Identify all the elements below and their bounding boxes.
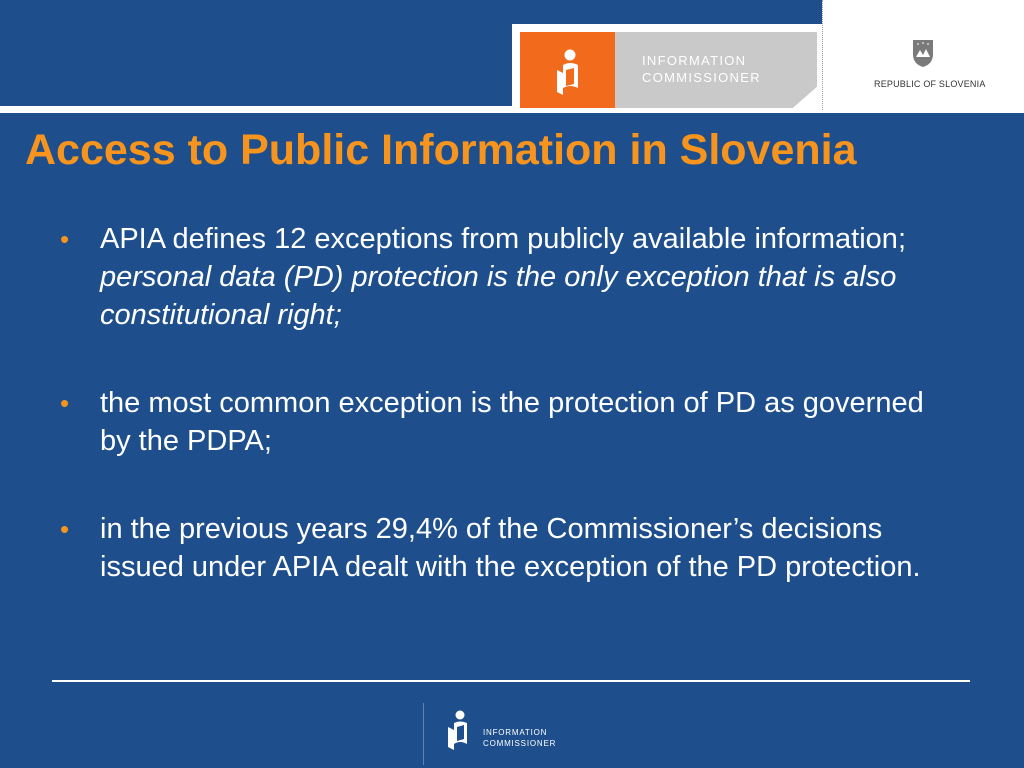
- footer-text-line2: COMMISSIONER: [483, 739, 557, 748]
- footer-logo-text: [483, 727, 556, 749]
- republic-of-slovenia-label: REPUBLIC OF SLOVENIA: [874, 79, 986, 89]
- information-commissioner-logo[interactable]: [512, 24, 822, 110]
- bottom-divider-line: [52, 680, 970, 682]
- bullet-item: [60, 384, 940, 460]
- bullet-item: [60, 510, 940, 586]
- bullet-text-italic: personal data (PD) protection is the only exception that is also constitutional right;: [100, 261, 897, 331]
- footer-text-line1: INFORMATION: [483, 728, 548, 737]
- republic-of-slovenia-panel[interactable]: [822, 0, 1024, 110]
- coat-of-arms-icon: [912, 38, 934, 68]
- footer-divider: [423, 703, 424, 765]
- logo-orange-block: [520, 32, 615, 108]
- panel-divider: [822, 0, 823, 110]
- logo-text-line2: COMMISSIONER: [642, 70, 761, 85]
- slide-title: Access to Public Information in Slovenia: [25, 126, 857, 174]
- bullet-dot-icon: •: [60, 388, 70, 418]
- bullet-text: in the previous years 29,4% of the Commissioner’s decisions issued under APIA dealt with the exception of the PD protection.: [100, 513, 921, 583]
- bullet-dot-icon: •: [60, 224, 70, 254]
- logo-text: [642, 52, 761, 86]
- bullet-dot-icon: •: [60, 514, 70, 544]
- bullet-text: the most common exception is the protection of PD as governed by the PDPA;: [100, 387, 924, 457]
- bullet-item: [60, 220, 940, 334]
- person-reading-icon: [520, 32, 615, 108]
- person-reading-icon: [443, 708, 473, 754]
- logo-text-line1: INFORMATION: [642, 53, 747, 68]
- bullet-text: APIA defines 12 exceptions from publicly available information;: [100, 223, 906, 255]
- bullet-list: [60, 220, 940, 636]
